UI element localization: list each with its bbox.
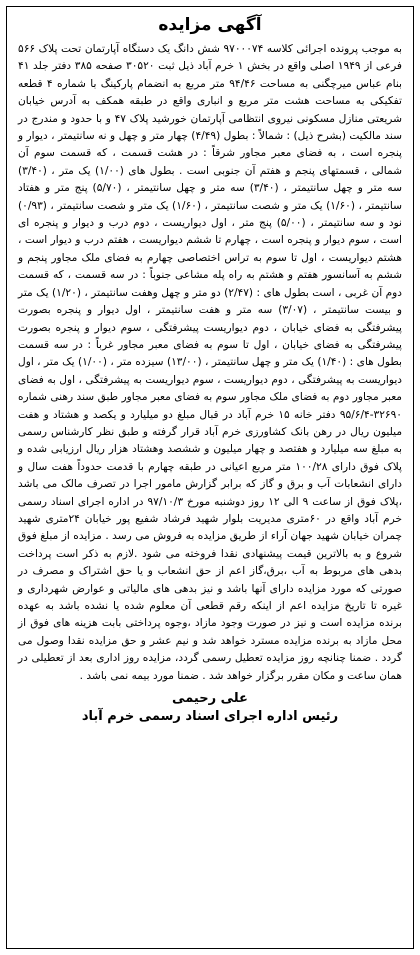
notice-frame — [6, 6, 414, 949]
signatory-title: رئیس اداره اجرای اسناد رسمی خرم آباد — [81, 709, 339, 725]
notice-title: آگهی مزایده — [158, 15, 262, 35]
signatory-name: علی رحیمی — [172, 691, 248, 707]
notice-body: به موجب پرونده اجرائی کلاسه ۹۷۰۰۰۷۴ شش دانگ یک دستگاه آپارتمان تحت پلاک ۵۶۶ فرعی از ۱۹۴۹ اصلی واقع در بخش ۱ خرم آباد ذیل ثبت ۳۰۵۲۰ صفحه ۳۸۵ دفتر جلد ۴۱ بنام عباس میرچگنی به مساحت ۹۴/۴۶ متر مربع به انضمام پارکینگ با شماره ۴ قطعه تفکیکی به مساحت هشت متر مربع و انباری واقع در طبقه همکف به آدرس خیابان شریعتی منازل مسکونی نیروی انتظامی آپارتمان خورشید پلاک ۴۷ و با حدود و مندرج در سند مالکیت (بشرح ذیل) : شمالاً : بطول (۴/۴۹) چهار متر و چهل و نه سانتیمتر ، دیوار و پنجره است ، به فضای معبر مجاور شرقاً : در هشت قسمت ، که قسمت سوم آن شمالی ، قسمتهای پنجم و هفتم آن جنوبی است . بطول های (۱/۰۰) یک متر ، (۳/۴۰) سه متر و چهل سانتیمتر ، (۳/۴۰) سه متر و چهل سانتیمتر ، (۵/۷۰) پنج متر و هفتاد سانتیمتر ، (۱/۶۰) یک متر و شصت سانتیمتر ، (۱/۶۰) یک متر و شصت سانتیمتر ، (۰/۹۳) نود و سه سانتیمتر ، (۵/۰۰) پنج متر ، اول دیواریست ، دوم درب و دیوار و پنجره ای است ، سوم دیوار و پنجره است ، چهارم تا ششم دیواریست ، هفتم درب و دیوار است ، هشتم دیواریست ، اول تا سوم به تراس اختصاصی چهارم به فضای ملک مجاور پنجم و ششم به آسانسور هفتم و هشتم به راه پله مشاعی جنوباً : در سه قسمت ، که قسمت دوم آن غربی ، است بطول های : (۲/۴۷) دو متر و چهل وهفت سانتیمتر ، (۱/۲۰) یک متر و بیست سانتیمتر ، (۳/۰۷) سه متر و هفت سانتیمتر ، اول دیوار و پنجره بصورت پیشرفتگی به فضای خیابان ، دوم دیواریست پیشرفتگی ، سوم دیوار و پنجره بصورت پیشرفتگی به فضای خیابان ، اول تا سوم به فضای معبر مجاور غرباً : در سه قسمت بطول های : (۱/۴۰) یک متر و چهل سانتیمتر ، (۱۳/۰۰) سیزده متر ، (۱/۰۰) یک متر ، اول دیواریست به پیشرفتگی ، دوم دیواریست ، سوم دیواریست به پیشرفتگی ، اول به فضای معبر مجاور دوم به فضای ملک مجاور سوم به فضای معبر مجاور طبق سند رهنی شماره ۳۲۶۹۰-۹۵/۶/۴ دفتر خانه ۱۵ خرم آباد در قبال مبلغ دو میلیارد و یکصد و هشتاد و هفت میلیون ریال در رهن بانک کشاورزی خرم آباد قرار گرفته و طبق نظر کارشناس رسمی به مبلغ سه میلیارد و هفتصد و چهار میلیون و ششصد وهشتاد هزار ریال ارزیابی شده و پلاک فوق دارای ۱۰۰/۲۸ متر مربع اعیانی در طبقه چهارم با قدمت حدوداً هفت سال و دارای انشعابات آب و برق و گاز که برابر گزارش مامور اجرا در تصرف مالک می باشد ،پلاک فوق از ساعت ۹ الی ۱۲ روز دوشنبه مورخ ۹۷/۱۰/۳ در اداره اجرای اسناد رسمی خرم آباد واقع در ۶۰متری مدیریت بلوار شهید فرشاد شفیع پور خیابان ۲۴متری شهید چمران خیابان شهید جهان آراء از طریق مزایده به فروش می رسد . مزایده از مبلغ فوق شروع و به بالاترین قیمت پیشنهادی نقدا فروخته می شود .لازم به ذکر است پرداخت بدهی های مربوط به آب ،برق،گاز اعم از حق انشعاب و یا حق اشتراک و مصرف در صورتی که مورد مزایده دارای آنها باشد و نیز بدهی های مالیاتی و عوارض شهرداری و غیره تا تاریخ مزایده اعم از اینکه رقم قطعی آن معلوم شده یا نشده باشد به عهده برنده مزایده است و نیز در صورت وجود مازاد ،وجوه پرداختی بابت هزینه های فوق از محل مازاد به برنده مزایده مسترد خواهد شد و نیم عشر و حق مزایده نقدا وصول می گردد . ضمنا چنانچه روز مزایده تعطیل رسمی گردد، مزایده روز اداری بعد از تعطیلی در همان ساعت و مکان مقرر برگزار خواهد شد . ضمنا مورد بیمه نمی باشد . — [18, 43, 403, 682]
